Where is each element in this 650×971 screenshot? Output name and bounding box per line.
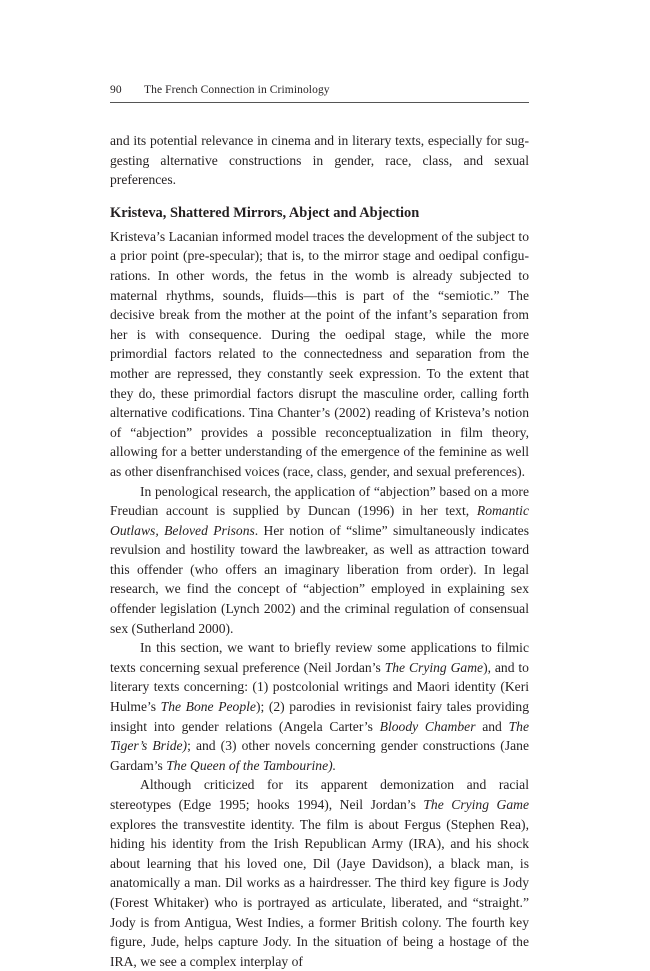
film-title: The Crying Game	[384, 659, 484, 675]
text-run: ); (2) parodies in revisionist fairy tales providing insight into gender relations (Angela Carter’s	[110, 699, 529, 734]
section-heading: Kristeva, Shattered Mirrors, Abject and Abjection	[110, 204, 420, 221]
paragraph-continuation: and its potential relevance in cinema and in literary texts, especially for suggesting alternative constructions in gender, race, class, and sexual preferences.	[110, 133, 529, 188]
running-title: The French Connection in Criminology	[144, 84, 330, 96]
page-number: 90	[110, 84, 122, 96]
paragraph-crying-game	[110, 775, 529, 971]
book-title: Bloody Chamber	[379, 718, 476, 734]
text-run: . Her notion of “slime” simultaneously indicates revulsion and hostility toward the lawbreaker, as well as attraction toward this offender (who offers an imaginary liberation from order). In legal research, we find the concept of “abjection” employed in explaining sex offender legislation (Lynch 2002) and the criminal regulation of consensual sex (Sutherland 2000).	[110, 522, 529, 636]
paragraph-applications	[110, 638, 529, 775]
book-title: The Tiger’s Bride)	[110, 718, 529, 754]
text-run: In this section, we want to briefly review some applications to filmic texts concerning sexual preference (Neil Jordan’s	[110, 640, 529, 675]
running-header	[110, 84, 530, 96]
text-run: and	[475, 718, 509, 734]
book-title: The Bone People	[160, 699, 256, 715]
text-run: ), and to literary texts concerning: (1) postcolonial writings and Maori identity (Keri Hulme’s	[110, 659, 529, 715]
film-title: The Crying Game	[423, 797, 529, 812]
text-run: explores the transvestite identity. The film is about Fergus (Stephen Rea), hiding his identity from the Irish Republican Army (IRA), and his shock about learning that his loved one, Dil (Jaye Davidson), a black man, is anatomically a man. Dil works as a hairdresser. The third key figure is Jody (Forest Whitaker) who is portrayed as articulate, liberated, and “straight.” Jody is from Antigua, West Indies, a former British colony. The fourth key figure, Jude, helps capture Jody. In the situation of being a hostage of the IRA, we see a complex interplay of	[110, 816, 529, 969]
book-title: Romantic Outlaws, Beloved Prisons	[110, 503, 529, 538]
text-run: In penological research, the application of “abjection” based on a more Freudian account is supplied by Duncan (1996) in her text,	[110, 483, 529, 519]
header-rule	[110, 102, 529, 103]
paragraph-kristeva: Kristeva’s Lacanian informed model traces the development of the subject to a prior point (pre-specular); that is, to the mirror stage and oedipal configurations. In other words, the fetus in the womb is already subjected to maternal rhythms, sounds, fluids—this is part of the “semiotic.” The decisive break from the mother at the point of the infant’s separation from her is with consequence. During the oedipal stage, while the more primordial factors related to the connectedness and separation from the mother are repressed, they constantly seek expression. To the extent that they do, these primordial factors disrupt the masculine order, calling forth alternative codifications. Tina Chanter’s (2002) reading of Kristeva’s notion of “abjection” provides a possible reconceptualization in film theory, allowing for a better understanding of the emergence of the feminine as well as other disenfranchised voices (race, class, gender, and sexual preferences).	[110, 228, 529, 479]
text-run: ; and (3) other novels concerning gender constructions (Jane Gardam’s	[110, 738, 529, 773]
book-title: The Queen of the Tambourine).	[166, 757, 337, 773]
paragraph-penological	[110, 482, 529, 639]
text-run: Although criticized for its apparent demonization and racial stereotypes (Edge 1995; hooks 1994), Neil Jordan’s	[110, 777, 529, 812]
body-text	[110, 131, 529, 971]
